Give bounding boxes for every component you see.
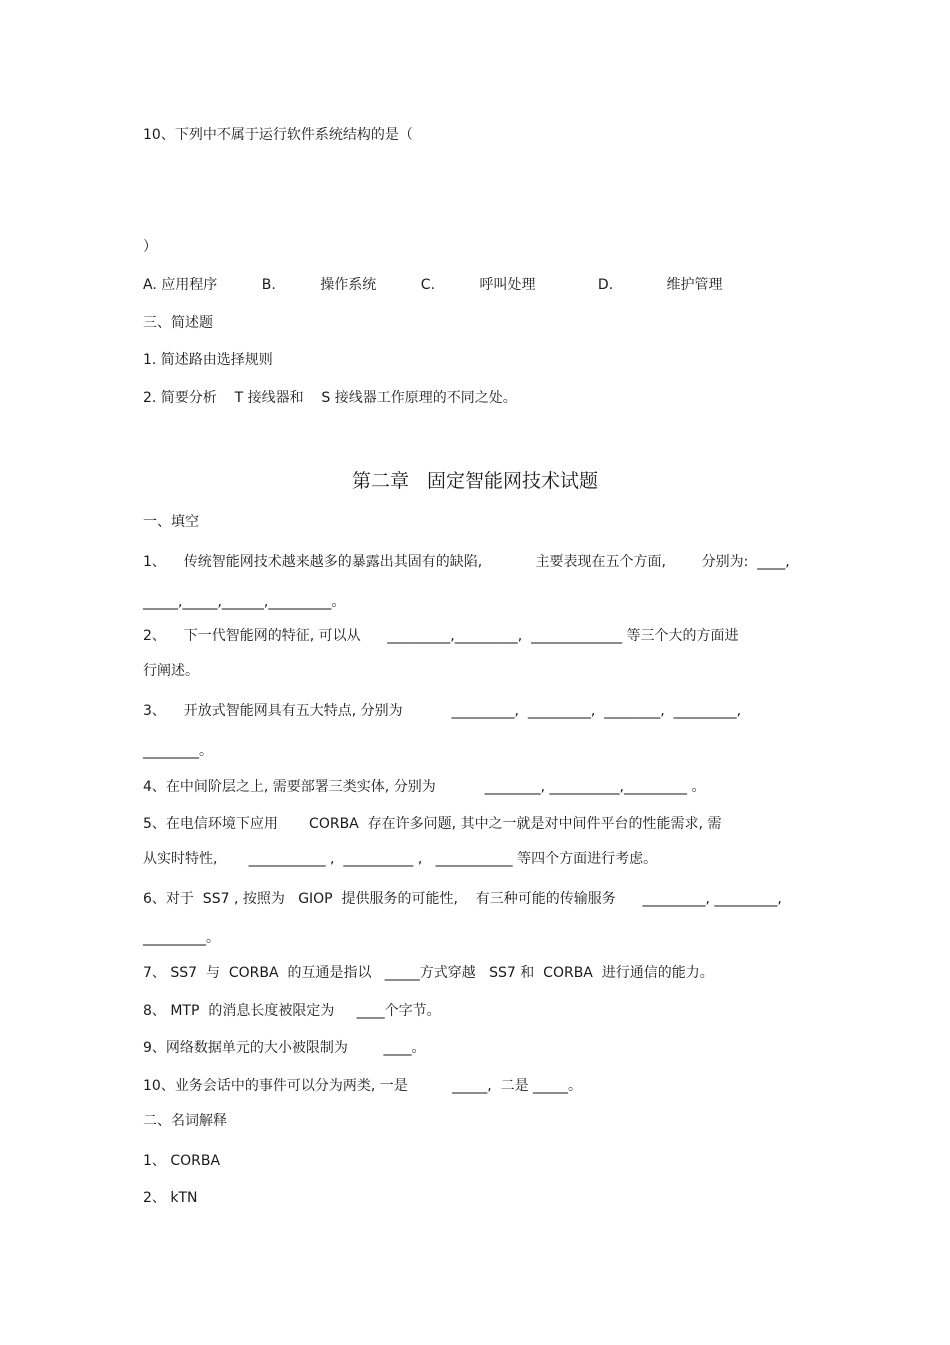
fill-q9: 9、网络数据单元的大小被限制为 ____。 xyxy=(143,1040,426,1056)
question-10-stem: 10、下列中不属于运行软件系统结构的是（ xyxy=(143,127,413,143)
fill-q2-line2: 行阐述。 xyxy=(143,663,199,679)
fill-q7: 7、 SS7 与 CORBA 的互通是指以 _____方式穿越 SS7 和 CORBA 进行通信的能力。 xyxy=(143,965,714,981)
section-heading-short-answer: 三、简述题 xyxy=(143,315,213,331)
fill-q1-line2: _____,_____,______,_________。 xyxy=(143,594,346,610)
fill-q3-line2: ________。 xyxy=(143,743,213,759)
fill-q10: 10、业务会话中的事件可以分为两类, 一是 _____, 二是 _____。 xyxy=(143,1078,583,1094)
chapter-title: 第二章 固定智能网技术试题 xyxy=(351,470,599,492)
fill-q8: 8、 MTP 的消息长度被限定为 ____个字节。 xyxy=(143,1003,441,1019)
fill-q5-line1: 5、在电信环境下应用 CORBA 存在许多问题, 其中之一就是对中间件平台的性能需求, 需 xyxy=(143,816,722,832)
fill-q6-line2: _________。 xyxy=(143,930,220,946)
short-answer-q1: 1. 简述路由选择规则 xyxy=(143,352,273,368)
question-10-options: A. 应用程序 B. 操作系统 C. 呼叫处理 D. 维护管理 xyxy=(143,277,723,293)
section-heading-fill-blank: 一、填空 xyxy=(143,514,199,530)
fill-q5-line2: 从实时特性, ___________ , __________ , ___________ 等四个方面进行考虑。 xyxy=(143,851,658,867)
fill-q1-line1: 1、 传统智能网技术越来越多的暴露出其固有的缺陷, 主要表现在五个方面, 分别为: ____, xyxy=(143,554,790,570)
fill-q4: 4、在中间阶层之上, 需要部署三类实体, 分别为 ________, __________,_________ 。 xyxy=(143,779,706,795)
term-2: 2、 kTN xyxy=(143,1190,198,1206)
fill-q3-line1: 3、 开放式智能网具有五大特点, 分别为 _________, _________, ________, _________, xyxy=(143,703,742,719)
section-heading-term-explanation: 二、名词解释 xyxy=(143,1113,227,1129)
short-answer-q2: 2. 简要分析 T 接线器和 S 接线器工作原理的不同之处。 xyxy=(143,390,517,406)
term-1: 1、 CORBA xyxy=(143,1153,221,1169)
fill-q6-line1: 6、对于 SS7 , 按照为 GIOP 提供服务的可能性, 有三种可能的传输服务 _________, _________, xyxy=(143,891,782,907)
question-10-close-paren: ） xyxy=(143,239,157,255)
fill-q2-line1: 2、 下一代智能网的特征, 可以从 _________,_________, _____________ 等三个大的方面进 xyxy=(143,628,739,644)
